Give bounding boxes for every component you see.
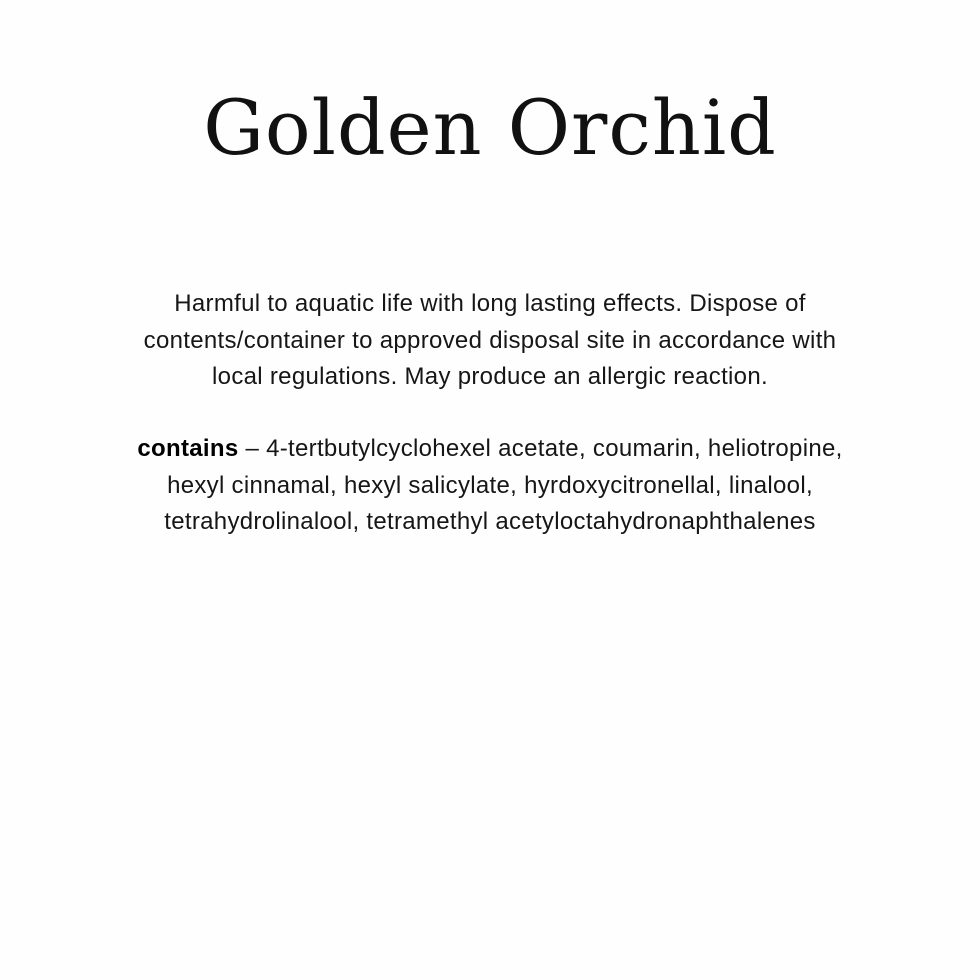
product-title: Golden Orchid xyxy=(203,83,777,172)
ingredients-separator: – xyxy=(238,435,267,462)
ingredients-list: 4-tertbutylcyclohexel acetate, coumarin, heliotropine, hexyl cinnamal, hexyl salicylate, hyrdoxycitronellal, linalool, tetrahydrolinalool, tetramethyl acetyloctahydronaphthalenes xyxy=(164,435,843,535)
hazard-warning-text: Harmful to aquatic life with long lasting effects. Dispose of contents/container to approved disposal site in accordance with local regulations. May produce an allergic reaction. xyxy=(143,290,837,390)
ingredients-paragraph xyxy=(130,431,850,541)
ingredients-label: contains xyxy=(137,435,239,462)
